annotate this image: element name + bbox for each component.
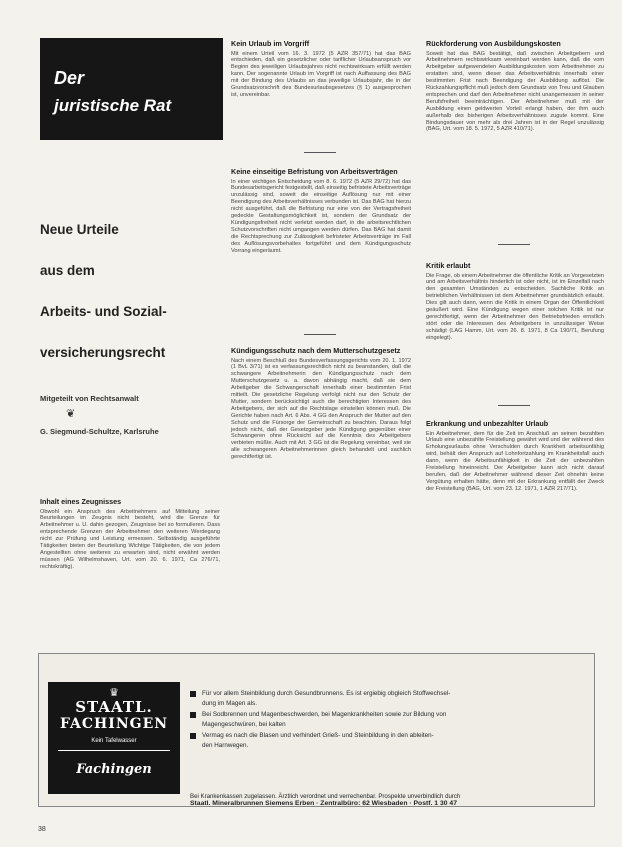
article-body: Die Frage, ob einem Arbeitnehmer die öffentliche Kritik an Vorgesetzten und am Arbeitsverhältnis hinderlich ist oder nicht, ist im Einzelfall nach den gesamten Umständen zu entscheiden. Sachliche Kritik an betrieblichen Verhältnissen ist dem Arbeitnehmer grundsätzlich erlaubt. Dies gilt auch dann, wenn die Kritik in einem Organ der Öffentlichkeit geäußert wird. Eine Kündigung wegen einer solchen Kritik ist nur gerechtfertigt, wenn der Arbeitnehmer den Betriebsfrieden ernstlich stört oder die Interessen des Arbeitgebers in unzulässiger Weise schädigt (LAG Hamm, Urt. vom 26. 8. 1971, 8 Ca 190/71, Berufung eingelegt). [426,272,604,341]
title-line4: versicherungsrecht [40,345,166,360]
article-erkrankung [426,420,604,493]
article-body: Ein Arbeitnehmer, dem für die Zeit im Anschluß an seinen bezahlten Urlaub eine unbezahlte Freistellung gewährt wird und der während des Erholungsurlaubs ohne Verschulden durch Krankheit arbeitsunfähig wird, behält den Anspruch auf Lohnfortzahlung im Krankheitsfall auch dann, wenn die Arbeitsunfähigkeit in die Zeit der unbezahlten Freistellung hineinreicht. Der Arbeitgeber kann sich nicht darauf berufen, daß der Arbeitnehmer während dieser Zeit ohnehin keine Vergütung erhalten hätte, denn mit der Erkrankung entfällt der Zweck der Freistellung (BAG, Urt. vom 23. 12. 1971, 1 AZR 217/71). [426,430,604,492]
ad-item [190,741,586,751]
ad-item-text: den Harnwegen. [202,742,249,750]
ad-item [190,689,586,699]
bullet-icon [190,733,196,739]
ornament-icon: ❦ [66,408,76,420]
ad-item-text: Magengeschwüren, bei kalten [202,721,286,729]
fachingen-logo [48,682,180,794]
ad-item-text: Vermag es nach die Blasen und verhindert Grieß- und Steinbildung in den ableiten- [202,731,434,739]
ad-item-text: Bei Sodbrennen und Magenbeschwerden, bei Magenkrankheiten sowie zur Bildung von [202,710,447,718]
article-heading: Rückforderung von Ausbildungskosten [426,39,561,48]
ad-footer [190,793,586,807]
divider [498,244,530,245]
logo-script: Fachingen [76,762,152,777]
title-line1: Neue Urteile [40,222,119,237]
article-body: Nach einem Beschluß des Bundesverfassungsgerichts vom 20. 1. 1972 (1 BvL 3/71) ist es verfassungsrechtlich nicht zu beanstanden, daß die schwangere Arbeitnehmerin den Kündigungsschutz nach dem Mutterschutzgesetz u. a. davon abhängig macht, daß sie dem Arbeitgeber die Schwangerschaft innerhalb einer bestimmten Frist mitteilt. Die gesetzliche Regelung verfolgt nicht nur den Schutz der Mutter, sondern berücksichtigt auch die berechtigten Interessen des Arbeitgebers, der sich auf die Rechtslage einstellen können muß. Die Gerichte haben nach Art. 6 Abs. 4 GG den Anspruch der Mutter auf den Schutz und die Fürsorge der Gemeinschaft zu beachten. Daraus folgt jedoch nicht, daß der Gesetzgeber jede Kündigung gegenüber einer Schwangeren ohne Rücksicht auf die Kenntnis des Arbeitgebers verbieten müßte. Auch mit Art. 3 GG ist die Regelung vereinbar, weil sie alle schwangeren Arbeitnehmerinnen gleich behandelt und sachlich gerechtfertigt ist. [231,357,411,461]
article-body: In einer wichtigen Entscheidung vom 8. 6. 1972 (5 AZR 29/72) hat das Bundesarbeitsgericht festgestellt, daß einseitig befristete Arbeitsverträge unzulässig sind, soweit die einseitige Auflösung nur mit einer Beendigung des Arbeitsverhältnisses verbunden ist. Das BAG hat hierzu nicht ausgeführt, daß die Befristung nur eine von der Vertragsfreiheit gedeckte Gestaltungsmöglichkeit ist, sondern der Grundsatz der Kündigungsfreiheit nicht verletzt werden darf, in die arbeitsrechtlichen Schutzvorschriften nicht umgangen werden dürfen. Das BAG hat damit die Rechtsprechung zur Zulässigkeit befristeter Arbeitsverträge im Fall des Auflösungsvorbehaltes fortgeführt und dem Kündigungsschutz Vorrang eingeräumt. [231,178,411,254]
article-ausbildungskosten [426,40,604,133]
ad-item [190,731,586,741]
article-body: Obwohl ein Anspruch des Arbeitnehmers auf Mitteilung seiner Beurteilungen im Zeugnis nicht besteht, wird die Grenze für Arbeitnehmer u. U. dahin gezogen, Zeugnisse bei so formulieren. Dass entsprechende Grenzen der Arbeitnehmer den weiteren Werdegang nicht zur Prüfung und Leistung ermessen. Selbständig ausgeführte Tätigkeiten bieten der Beurteilung Wichtige Tätigkeiten, die von jedem Angestellten ohne weiteres zu erwarten sind, nicht erwähnt werden müssen (AG Wilhelmshaven, Urt. vom 20. 6. 1971, Ca 276/71, rechtskräftig). [40,508,220,570]
article-urlaub-vorgriff [231,40,411,99]
crown-icon: ♛ [109,687,119,699]
ad-item-list [190,689,586,751]
title-line3: Arbeits- und Sozial- [40,304,167,319]
article-zeugnis [40,498,220,571]
divider [498,405,530,406]
article-kritik [426,262,604,342]
article-body: Soweit hat das BAG bestätigt, daß zwischen Arbeitgebern und Arbeitnehmern rechtswirksam vereinbart werden kann, daß die vom Arbeitgeber aufgewendeten Ausbildungskosten vom Arbeitnehmer zu erstatten sind, wenn dieser das Arbeitsverhältnis innerhalb einer bestimmten Frist nach Beendigung der Ausbildung auflöst. Die Rückzahlungspflicht muß jedoch dem Grundsatz von Treu und Glauben entsprechen und darf den Arbeitnehmer nicht unangemessen in seiner Berufsfreiheit beeinträchtigen. Der Arbeitnehmer muß mit der Ausbildung einen geldwerten Vorteil erlangt haben, der ihm auch außerhalb des bisherigen Arbeitsverhältnisses zugute kommt. Eine Bindungsdauer von mehr als drei Jahren ist in der Regel unzulässig (BAG, Urt. vom 18. 5. 1972, 5 AZR 410/71). [426,50,604,133]
article-heading: Kündigungsschutz nach dem Mutterschutzgesetz [231,346,401,355]
ad-item [190,699,586,709]
title-line2: aus dem [40,263,95,278]
ad-item-text: dung im Magen als. [202,700,257,708]
article-befristung [231,168,411,254]
article-heading: Keine einseitige Befristung von Arbeitsverträgen [231,167,398,176]
logo-brand-line2: FACHINGEN [59,716,169,732]
ad-item [190,720,586,730]
article-heading: Inhalt eines Zeugnisses [40,497,122,506]
ad-item [190,710,586,720]
section-header-line1: Der [54,68,85,88]
ad-footer-line2: Staatl. Mineralbrunnen Siemens Erben · Zentralbüro: 62 Wiesbaden · Postf. 1 30 47 [190,800,457,807]
divider [304,152,336,153]
section-header-box [40,38,223,140]
logo-brand-line1: STAATL. [75,698,153,716]
article-body: Mit einem Urteil vom 16. 3. 1972 (5 AZR 357/71) hat das BAG entschieden, daß ein gesetzlicher oder tariflicher Urlaubsanspruch vor Beginn des jeweiligen Urlaubsjahres nicht rechtswirksam erfüllt werden kann. Der sogenannte Urlaub im Vorgriff ist nach Auffassung des BAG mit der Bindung des Urlaubs an das jeweilige Urlaubsjahr, die in der Grundsatzvorschrift des Bundesurlaubsgesetzes (§ 1) ausgesprochen ist, unvereinbar. [231,50,411,98]
article-heading: Kein Urlaub im Vorgriff [231,39,310,48]
section-header-line2: juristische Rat [54,96,172,115]
byline-author: G. Siegmund-Schultze, Karlsruhe [40,427,159,436]
divider [304,334,336,335]
byline-provider: Mitgeteilt von Rechtsanwalt [40,394,139,403]
ad-footer-line1: Bei Krankenkassen zugelassen. Ärztlich verordnet und verrechenbar. Prospekte unverbindlich durch [190,793,461,800]
bullet-icon [190,712,196,718]
article-heading: Erkrankung und unbezahlter Urlaub [426,419,549,428]
logo-rule [58,750,170,751]
article-heading: Kritik erlaubt [426,261,471,270]
article-mutterschutz [231,347,411,461]
logo-tagline: Kein Tafelwasser [91,738,137,744]
page-number: 38 [38,826,46,833]
ad-item-text: Für vor allem Steinbildung durch Gesundbrunnens. Es ist ergiebig obgleich Stoffwechsel- [202,690,451,697]
bullet-icon [190,691,196,697]
